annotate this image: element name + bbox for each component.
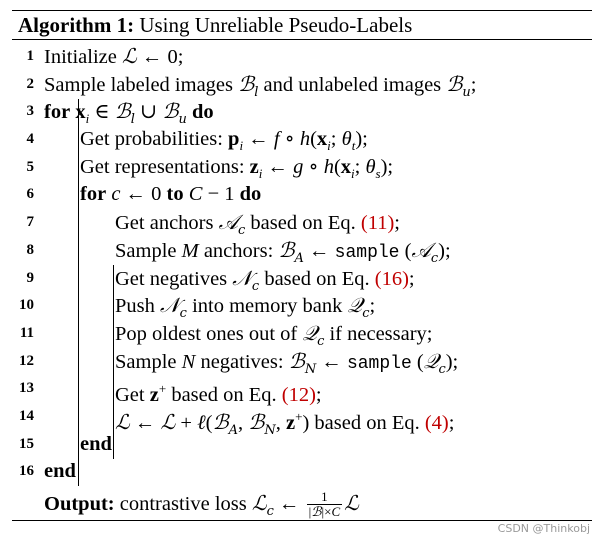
algorithm-box (12, 10, 592, 521)
line-number: 10 (19, 297, 34, 314)
line-text: ℒ ← ℒ + ℓ(ℬ$_A$, ℬ$_N$, z+) based on Eq. (4); (115, 408, 455, 438)
watermark: CSDN @Thinkobj (497, 522, 590, 535)
line-number: 16 (19, 463, 34, 480)
algorithm-line (12, 431, 592, 459)
line-text: Pop oldest ones out of 𝒬$_c$ if necessary; (115, 320, 433, 349)
line-text: Get representations: $z_i$ ← g ∘ $h(x_i$; $\theta_s$); (80, 155, 394, 181)
algorithm-line (12, 237, 592, 265)
line-text: Get z+ based on Eq. (12); (115, 381, 322, 407)
line-text: Sample N negatives: ℬ$_N$ ← sample (𝒬$_c$); (115, 348, 459, 377)
algorithm-line (12, 458, 592, 486)
algorithm-line (12, 292, 592, 320)
line-text: Get negatives 𝒩$_c$ based on Eq. (16); (115, 265, 415, 294)
algorithm-output (12, 486, 592, 520)
line-number: 6 (26, 186, 34, 203)
line-number: 12 (19, 352, 34, 369)
algorithm-line (12, 181, 592, 209)
algorithm-title: Using Unreliable Pseudo-Labels (139, 13, 413, 37)
line-number: 3 (26, 103, 34, 120)
line-number: 8 (26, 241, 34, 258)
algorithm-line (12, 209, 592, 237)
line-number: 15 (19, 435, 34, 452)
line-number: 13 (19, 380, 34, 397)
equation-ref: (4) (424, 411, 449, 434)
equation-ref: (12) (281, 384, 316, 407)
algorithm-line (12, 71, 592, 99)
output-text: Output: contrastive loss ℒ$_c$ ← $\frac{1}{\text{|ℬ|×C}}$ ℒ (44, 489, 359, 521)
line-text: for $x_i$ ∈ ℬ$_l$ ∪ ℬ$_u$ do (44, 99, 214, 128)
fraction: $\frac{1}{\text{|ℬ|×C}}$ (308, 489, 341, 521)
line-number: 1 (26, 48, 34, 64)
line-text: Get probabilities: $p_i$ ← f ∘ $h(x_i$; $\theta_t$); (80, 128, 368, 154)
algorithm-line (12, 320, 592, 348)
line-text: Sample M anchors: ℬ$_A$ ← sample (𝒜$_c$); (115, 237, 451, 266)
algorithm-line (12, 43, 592, 71)
line-number: 2 (26, 75, 34, 92)
algorithm-body (12, 40, 592, 520)
output-label: Output: (44, 493, 115, 515)
algorithm-header (12, 11, 592, 39)
line-text: Initialize ℒ ← 0; (44, 44, 184, 68)
algorithm-line (12, 348, 592, 376)
line-number: 14 (19, 407, 34, 424)
line-number: 11 (19, 324, 34, 341)
algorithm-line (12, 98, 592, 126)
line-number: 9 (26, 269, 34, 286)
algorithm-label: Algorithm 1: (18, 13, 135, 37)
algorithm-line (12, 265, 592, 293)
algorithm-line (12, 126, 592, 154)
line-text: Push 𝒩$_c$ into memory bank 𝒬$_c$; (115, 293, 376, 322)
algorithm-line (12, 154, 592, 182)
line-text: end (44, 460, 76, 483)
line-text: Sample labeled images ℬ$_l$ and unlabeled images ℬ$_u$; (44, 71, 477, 100)
equation-ref: (11) (360, 212, 395, 235)
line-text: Get anchors 𝒜$_c$ based on Eq. (11); (115, 210, 400, 239)
line-text: end (80, 432, 112, 455)
line-number: 5 (26, 158, 34, 175)
equation-ref: (16) (374, 267, 409, 290)
line-number: 7 (26, 214, 34, 231)
algorithm-line (12, 403, 592, 438)
algorithm-line (12, 375, 592, 407)
line-number: 4 (26, 131, 34, 148)
line-text: for c ← 0 to C − 1 do (80, 183, 262, 206)
